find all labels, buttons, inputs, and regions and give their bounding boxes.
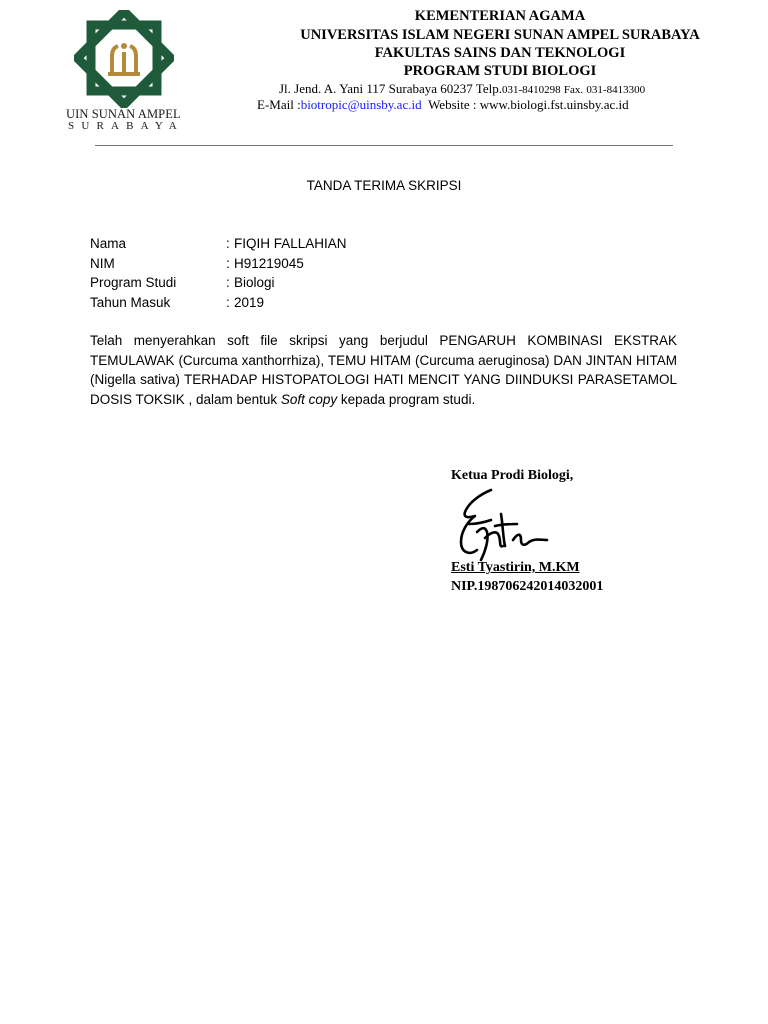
header-university: UNIVERSITAS ISLAM NEGERI SUNAN AMPEL SURABAYA	[300, 27, 700, 43]
header-faculty: FAKULTAS SAINS DAN TEKNOLOGI	[374, 45, 626, 61]
header-divider	[95, 145, 673, 146]
logo-city-name: SURABAYA	[68, 120, 184, 132]
info-label: NIM	[90, 255, 115, 271]
info-label: Program Studi	[90, 275, 177, 290]
header-fax-label: Fax.	[563, 84, 584, 96]
header-ministry: KEMENTERIAN AGAMA	[414, 8, 586, 24]
uinsa-emblem-icon	[74, 10, 174, 108]
document-title: TANDA TERIMA SKRIPSI	[306, 178, 462, 193]
header-website-label: Website :	[428, 97, 477, 112]
info-value: 2019	[234, 294, 265, 310]
info-value: H91219045	[234, 255, 304, 271]
info-colon: :	[226, 275, 230, 290]
header-email-link[interactable]: biotropic@uinsby.ac.id	[300, 97, 422, 112]
signer-name: Esti Tyastirin, M.KM	[451, 560, 580, 575]
info-colon: :	[226, 255, 230, 271]
logo-university-name: UIN SUNAN AMPEL	[66, 107, 181, 121]
info-value: FIQIH FALLAHIAN	[234, 236, 347, 251]
statement-text: Telah menyerahkan soft file skripsi yang berjudul PENGARUH KOMBINASI EKSTRAK TEMULAWAK (Curcuma xanthorrhiza), TEMU HITAM (Curcuma aeruginosa) DAN JINTAN HITAM (Nigella sativa) TERHADAP HISTOPATOLOGI HATI MENCIT YANG DIINDUKSI PARASETAMOL DOSIS TOKSIK , dalam bentuk	[90, 333, 677, 407]
statement-paragraph	[90, 331, 677, 409]
university-logo	[66, 10, 184, 134]
header-fax: 031-8413300	[586, 84, 646, 96]
header-program: PROGRAM STUDI BIOLOGI	[403, 63, 597, 79]
header-address: Jl. Jend. A. Yani 117 Surabaya 60237 Telp.	[279, 81, 502, 96]
statement-suffix: kepada program studi.	[337, 391, 476, 407]
signature-block	[451, 468, 711, 594]
header-website: www.biologi.fst.uinsby.ac.id	[479, 97, 629, 112]
header-contact-line	[257, 97, 629, 113]
info-label: Tahun Masuk	[90, 294, 171, 310]
info-value: Biologi	[234, 275, 275, 290]
info-colon: :	[226, 236, 230, 251]
handwritten-signature-icon	[455, 484, 551, 566]
statement-emphasis: Soft copy	[280, 391, 338, 407]
signer-nip: NIP.198706242014032001	[451, 579, 604, 594]
header-email-label: E-Mail :	[257, 97, 301, 112]
info-colon: :	[226, 294, 230, 310]
header-phone: 031-8410298	[501, 84, 561, 96]
info-label: Nama	[90, 236, 127, 251]
signer-role: Ketua Prodi Biologi,	[451, 468, 574, 483]
header-address-line	[279, 81, 645, 97]
